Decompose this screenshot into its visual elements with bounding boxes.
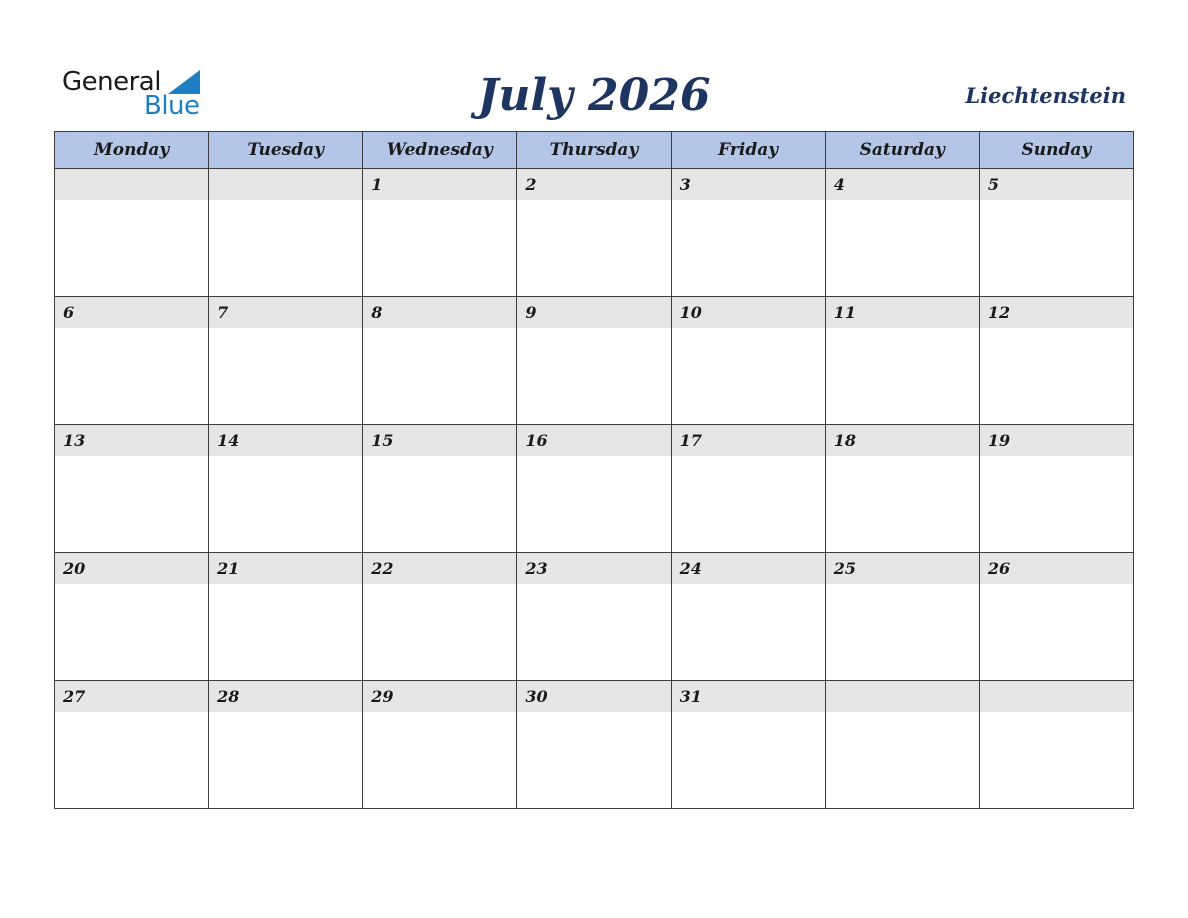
day-band [363,297,516,328]
day-cell[interactable] [671,169,825,297]
day-cell[interactable] [209,425,363,553]
day-band [55,169,208,200]
week-row [55,425,1134,553]
day-number: 16 [525,431,548,450]
day-number: 15 [371,431,394,450]
day-number: 27 [63,687,86,706]
day-cell[interactable] [517,297,671,425]
logo-blue-text: Blue [144,91,200,121]
day-cell[interactable] [209,681,363,809]
weekday-header-friday: Friday [671,132,825,169]
day-cell[interactable] [517,681,671,809]
day-band [517,297,670,328]
day-number: 20 [63,559,86,578]
day-band [980,425,1133,456]
day-number: 8 [371,303,383,322]
day-band [980,681,1133,712]
day-band [209,681,362,712]
day-band [209,553,362,584]
day-band [672,681,825,712]
day-number: 4 [833,175,845,194]
week-row [55,681,1134,809]
day-band [209,425,362,456]
day-number: 6 [63,303,75,322]
day-number: 10 [679,303,702,322]
weekday-header-monday: Monday [55,132,209,169]
day-cell[interactable] [209,553,363,681]
day-cell[interactable] [517,169,671,297]
day-cell[interactable] [979,681,1133,809]
day-band [980,169,1133,200]
week-row [55,169,1134,297]
day-number: 5 [987,175,999,194]
day-cell[interactable] [517,553,671,681]
day-band [209,297,362,328]
day-cell[interactable] [979,553,1133,681]
day-number: 2 [525,175,537,194]
day-band [517,169,670,200]
day-band [672,553,825,584]
day-band [363,553,516,584]
day-band [363,169,516,200]
day-band [55,297,208,328]
day-number: 9 [525,303,537,322]
day-number: 28 [217,687,240,706]
day-number: 24 [679,559,702,578]
day-cell[interactable] [979,169,1133,297]
day-band [209,169,362,200]
day-number: 13 [63,431,86,450]
week-row [55,553,1134,681]
day-cell[interactable] [979,425,1133,553]
day-cell[interactable] [55,425,209,553]
day-band [55,425,208,456]
day-band [980,553,1133,584]
day-band [517,681,670,712]
day-cell[interactable] [55,553,209,681]
calendar-grid [54,131,1134,809]
country-name: Liechtenstein [965,83,1126,108]
day-cell[interactable] [363,425,517,553]
day-cell[interactable] [671,297,825,425]
weekday-header-row [55,132,1134,169]
day-band [826,681,979,712]
day-cell[interactable] [979,297,1133,425]
day-cell[interactable] [55,297,209,425]
day-number: 12 [987,303,1011,322]
day-band [672,425,825,456]
day-band [517,425,670,456]
day-number: 30 [525,687,548,706]
day-cell[interactable] [825,553,979,681]
day-number: 17 [679,431,702,450]
day-cell[interactable] [825,681,979,809]
day-cell[interactable] [825,425,979,553]
day-number: 7 [217,303,229,322]
day-number: 22 [371,559,394,578]
day-band [55,681,208,712]
day-band [826,425,979,456]
day-band [826,553,979,584]
day-band [826,169,979,200]
day-cell[interactable] [209,169,363,297]
day-cell[interactable] [671,681,825,809]
day-cell[interactable] [363,553,517,681]
day-band [363,425,516,456]
day-cell[interactable] [825,297,979,425]
day-band [363,681,516,712]
day-cell[interactable] [671,425,825,553]
day-number: 26 [987,559,1011,578]
day-band [980,297,1133,328]
day-band [672,169,825,200]
day-number: 1 [371,175,383,194]
day-cell[interactable] [517,425,671,553]
day-number: 3 [679,175,691,194]
day-number: 18 [833,431,856,450]
weekday-header-tuesday: Tuesday [209,132,363,169]
day-band [672,297,825,328]
day-number: 25 [833,559,856,578]
weekday-header-thursday: Thursday [517,132,671,169]
weekday-header-saturday: Saturday [825,132,979,169]
day-number: 23 [525,559,548,578]
day-cell[interactable] [363,681,517,809]
week-row [55,297,1134,425]
day-band [55,553,208,584]
day-cell[interactable] [825,169,979,297]
day-number: 19 [987,431,1011,450]
weekday-header-wednesday: Wednesday [363,132,517,169]
day-band [826,297,979,328]
day-number: 31 [679,687,702,706]
day-cell[interactable] [671,553,825,681]
day-number: 21 [217,559,240,578]
day-band [517,553,670,584]
day-cell[interactable] [209,297,363,425]
day-cell[interactable] [363,169,517,297]
weekday-header-sunday: Sunday [979,132,1133,169]
day-number: 11 [833,303,856,322]
day-cell[interactable] [55,681,209,809]
calendar-title: July 2026 [477,70,711,121]
logo-general-text: General [62,67,161,97]
day-cell[interactable] [363,297,517,425]
day-number: 29 [371,687,394,706]
day-number: 14 [217,431,240,450]
day-cell[interactable] [55,169,209,297]
